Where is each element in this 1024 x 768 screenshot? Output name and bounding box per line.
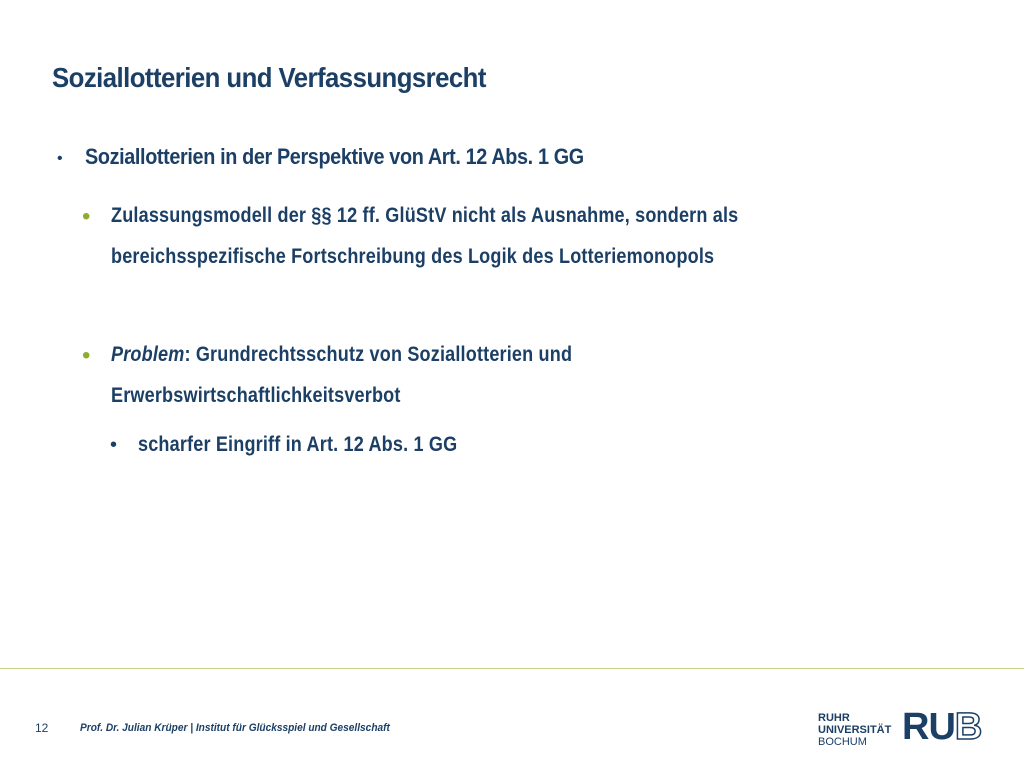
point-1-line-1: Zulassungsmodell der §§ 12 ff. GlüStV nicht als Ausnahme, sondern als bbox=[111, 204, 739, 227]
point-1-bullet: • bbox=[82, 203, 91, 230]
page-number: 12 bbox=[35, 721, 49, 735]
logo-line-bochum: BOCHUM bbox=[818, 736, 867, 748]
footer-divider bbox=[0, 668, 1024, 669]
point-2-bullet: • bbox=[82, 342, 91, 369]
point-2-line-1 bbox=[111, 343, 572, 367]
point-1-line-2: bereichsspezifische Fortschreibung des Logik des Lotteriemonopols bbox=[111, 245, 715, 268]
point-2-line-1-rest: : Grundrechtsschutz von Soziallotterien und bbox=[184, 343, 573, 366]
logo-line-ruhr: RUHR bbox=[818, 712, 850, 724]
heading-bullet: • bbox=[57, 150, 63, 167]
subpoint-text: scharfer Eingriff in Art. 12 Abs. 1 GG bbox=[138, 433, 458, 456]
section-heading: Soziallotterien in der Perspektive von Art. 12 Abs. 1 GG bbox=[85, 144, 584, 169]
footer-author: Prof. Dr. Julian Krüper | Institut für Glücksspiel und Gesellschaft bbox=[80, 722, 390, 734]
point-2-line-2: Erwerbswirtschaftlichkeitsverbot bbox=[111, 384, 401, 407]
rub-logo bbox=[902, 708, 981, 746]
problem-emphasis: Problem bbox=[111, 343, 185, 366]
rub-logo-outline: B bbox=[954, 706, 982, 748]
logo-line-universitaet: UNIVERSITÄT bbox=[818, 724, 892, 736]
slide-title: Soziallotterien und Verfassungsrecht bbox=[52, 62, 486, 93]
rub-logo-solid: RU bbox=[902, 706, 955, 748]
subpoint-bullet: • bbox=[110, 434, 118, 456]
university-name bbox=[818, 712, 891, 748]
